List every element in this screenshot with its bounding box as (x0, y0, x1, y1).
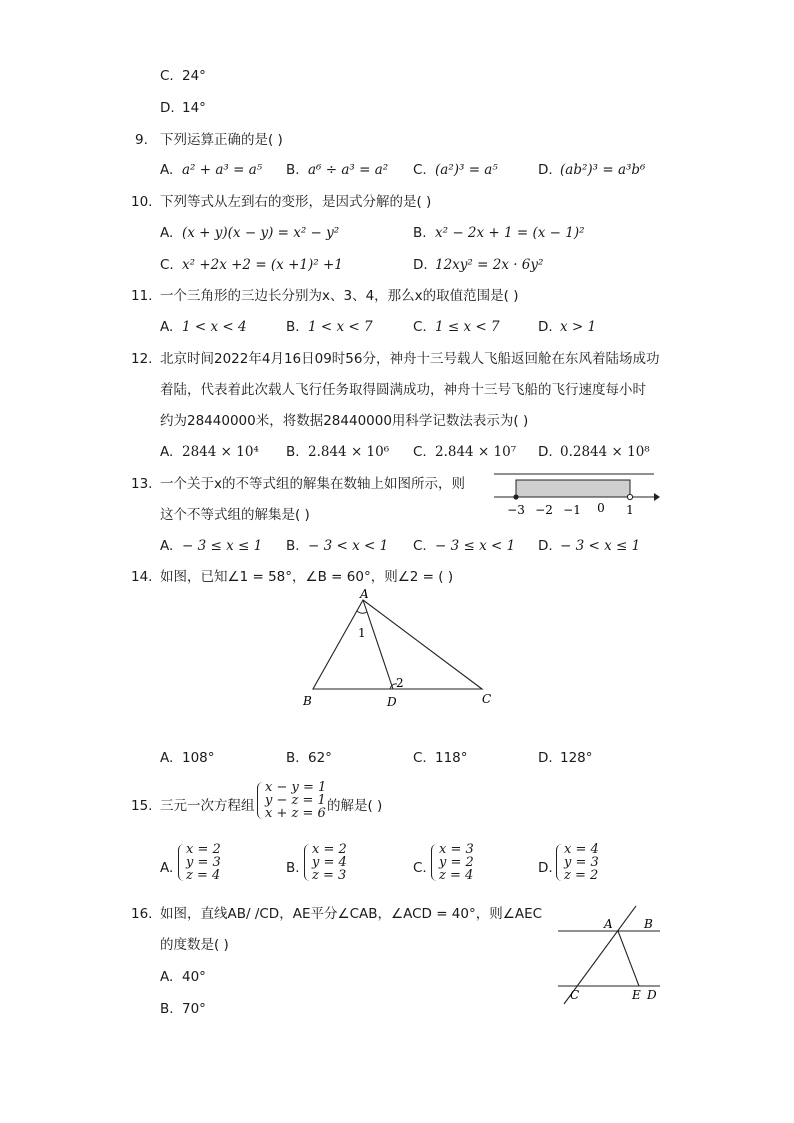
q8-option-d[interactable]: D. 14° (160, 100, 206, 116)
q14-label-angle2: 2 (396, 676, 404, 690)
q13-solution-band (516, 480, 630, 497)
q9-stem: 下列运算正确的是( ) (160, 132, 283, 148)
q13-tick-label: 0 (597, 501, 605, 515)
q14-option-c[interactable]: C. 118° (413, 750, 468, 766)
q10-number: 10. (131, 194, 153, 210)
q12-option-b[interactable]: B. 2.844 × 10⁶ (286, 444, 390, 460)
q15-equation-system: x − y = 1 y − z = 1 x + z = 6 (257, 781, 326, 820)
q11-option-a[interactable]: A. 1 < x < 4 (160, 319, 247, 335)
q14-label-d: D (387, 695, 397, 709)
q12-option-d[interactable]: D. 0.2844 × 10⁸ (538, 444, 650, 460)
q15-option-d-system: x = 4 y = 3 z = 2 (556, 843, 599, 882)
q10-stem: 下列等式从左到右的变形，是因式分解的是( ) (160, 194, 432, 210)
q13-tick-label: −1 (563, 503, 581, 517)
q16-option-b[interactable]: B. 70° (160, 1001, 206, 1017)
q9-option-d[interactable]: D. (ab²)³ = a³b⁶ (538, 162, 646, 178)
q16-segment-ae (618, 931, 639, 986)
q9-option-c[interactable]: C. (a²)³ = a⁵ (413, 162, 498, 178)
q12-stem-line-2: 着陆，代表着此次载人飞行任务取得圆满成功，神舟十三号飞船的飞行速度每小时 (160, 382, 646, 398)
q16-label-d: D (647, 988, 657, 1002)
q10-option-c[interactable]: C. x² +2x +2 = (x +1)² +1 (160, 257, 343, 273)
q13-number: 13. (131, 476, 153, 492)
q9-number: 9. (135, 132, 148, 148)
q12-stem-line-1: 北京时间2022年4月16日09时56分，神舟十三号载人飞船返回舱在东风着陆场成功 (160, 351, 660, 367)
q14-label-b: B (303, 694, 312, 708)
q16-parallel-lines-figure (552, 900, 667, 1010)
q15-option-c-system: x = 3 y = 2 z = 4 (431, 843, 474, 882)
q14-label-c: C (482, 692, 492, 706)
q16-stem-line-1: 如图，直线AB/ /CD，AE平分∠CAB，∠ACD = 40°，则∠AEC (160, 906, 543, 922)
q11-number: 11. (131, 288, 153, 304)
q11-option-b[interactable]: B. 1 < x < 7 (286, 319, 373, 335)
q13-tick-label: −3 (507, 503, 525, 517)
q11-option-c[interactable]: C. 1 ≤ x < 7 (413, 319, 500, 335)
q15-option-b-system: x = 2 y = 4 z = 3 (304, 843, 347, 882)
q8-option-c[interactable]: C. 24° (160, 68, 206, 84)
q14-triangle-figure (295, 588, 505, 713)
q13-axis-arrow-icon (654, 493, 660, 501)
q14-option-b[interactable]: B. 62° (286, 750, 332, 766)
q14-option-a[interactable]: A. 108° (160, 750, 215, 766)
q13-option-d[interactable]: D. − 3 < x ≤ 1 (538, 538, 641, 554)
q11-stem: 一个三角形的三边长分别为x、3、4，那么x的取值范围是( ) (160, 288, 519, 304)
q14-stem: 如图，已知∠1 = 58°，∠B = 60°，则∠2 = ( ) (160, 569, 454, 585)
q14-angle1-arc (357, 611, 367, 613)
q12-number: 12. (131, 351, 153, 367)
q14-segment-ad (363, 600, 393, 689)
q14-number: 14. (131, 569, 153, 585)
q16-label-c: C (570, 988, 580, 1002)
q16-label-b: B (644, 917, 653, 931)
q10-option-b[interactable]: B. x² − 2x + 1 = (x − 1)² (413, 225, 585, 241)
q15-option-a-system: x = 2 y = 3 z = 4 (178, 843, 221, 882)
q16-label-e: E (632, 988, 641, 1002)
q14-label-a: A (360, 588, 369, 601)
q15-stem-suffix: 的解是( ) (327, 798, 383, 814)
q13-option-a[interactable]: A. − 3 ≤ x ≤ 1 (160, 538, 263, 554)
q13-stem-line-2: 这个不等式组的解集是( ) (160, 507, 310, 523)
q13-stem-line-1: 一个关于x的不等式组的解集在数轴上如图所示，则 (160, 476, 465, 492)
q13-closed-endpoint (513, 494, 518, 499)
q13-tick-label: 1 (626, 503, 634, 517)
q11-option-d[interactable]: D. x > 1 (538, 319, 597, 335)
q13-number-line-figure (490, 470, 665, 520)
q12-option-c[interactable]: C. 2.844 × 10⁷ (413, 444, 517, 460)
q16-label-a: A (604, 917, 613, 931)
q15-number: 15. (131, 798, 153, 814)
q13-option-c[interactable]: C. − 3 ≤ x < 1 (413, 538, 516, 554)
q13-option-b[interactable]: B. − 3 < x < 1 (286, 538, 389, 554)
q16-stem-line-2: 的度数是( ) (160, 937, 229, 953)
q9-option-b[interactable]: B. a⁶ ÷ a³ = a² (286, 162, 389, 178)
q13-open-endpoint (627, 494, 632, 499)
q10-option-d[interactable]: D. 12xy² = 2x · 6y² (413, 257, 544, 273)
q13-tick-label: −2 (535, 503, 553, 517)
q12-option-a[interactable]: A. 2844 × 10⁴ (160, 444, 259, 460)
q14-option-d[interactable]: D. 128° (538, 750, 593, 766)
q12-stem-line-3: 约为28440000米，将数据28440000用科学记数法表示为( ) (160, 413, 529, 429)
q14-label-angle1: 1 (358, 626, 366, 640)
q9-option-a[interactable]: A. a² + a³ = a⁵ (160, 162, 263, 178)
q16-option-a[interactable]: A. 40° (160, 969, 206, 985)
q16-number: 16. (131, 906, 153, 922)
q15-stem-prefix: 三元一次方程组 (160, 798, 255, 814)
q10-option-a[interactable]: A. (x + y)(x − y) = x² − y² (160, 225, 340, 241)
